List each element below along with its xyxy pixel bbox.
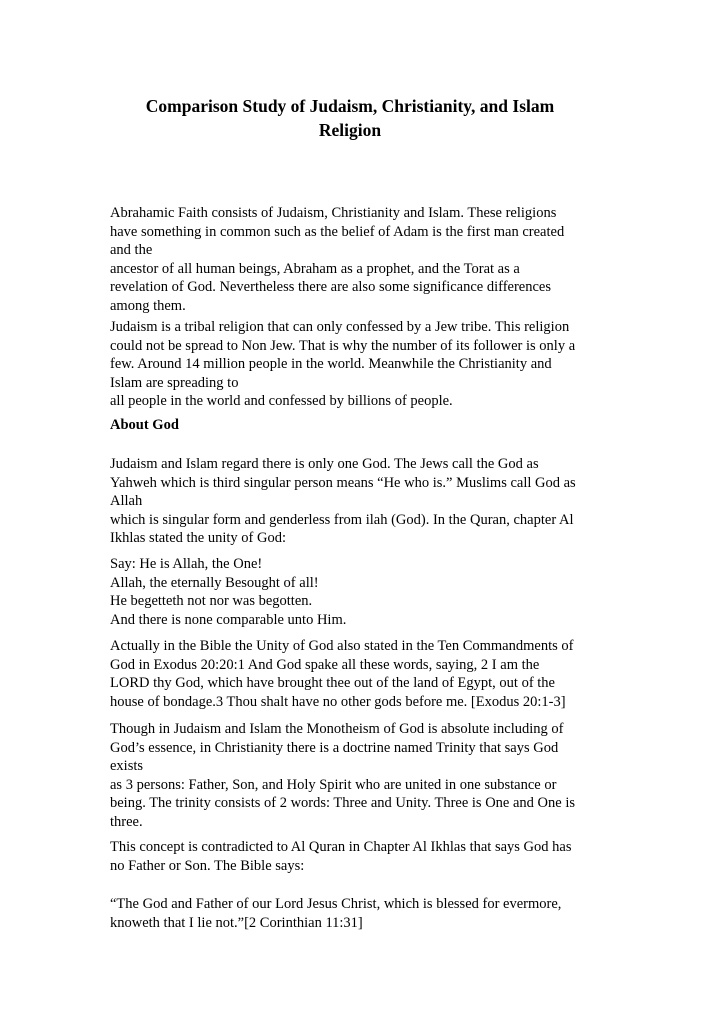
section-heading: About God	[110, 417, 179, 433]
paragraph-judaism	[110, 318, 610, 411]
quote-corinthians	[110, 895, 610, 932]
text-line: Though in Judaism and Islam the Monotheism of God is absolute including of	[110, 721, 564, 737]
text-line: could not be spread to Non Jew. That is why the number of its follower is only a	[110, 337, 576, 354]
text-line: This concept is contradicted to Al Quran in Chapter Al Ikhlas that says God has	[110, 839, 572, 855]
text-line: God in Exodus 20:20:1 And God spake all these words, saying, 2 I am the	[110, 656, 540, 673]
text-line: revelation of God. Nevertheless there are also some significance differences	[110, 279, 551, 296]
text-line: no Father or Son. The Bible says:	[110, 857, 305, 874]
text-line: “The God and Father of our Lord Jesus Christ, which is blessed for evermore,	[110, 896, 562, 912]
text-line: Abrahamic Faith consists of Judaism, Christianity and Islam. These religions	[110, 205, 557, 221]
text-line: three.	[110, 813, 143, 830]
text-line: knoweth that I lie not.”[2 Corinthian 11:31]	[110, 914, 363, 931]
document-title	[100, 94, 600, 142]
text-line: and the	[110, 242, 153, 259]
text-line: being. The trinity consists of 2 words: Three and Unity. Three is One and One is	[110, 795, 575, 812]
text-line: have something in common such as the belief of Adam is the first man created	[110, 223, 565, 240]
text-line: Islam are spreading to	[110, 374, 239, 391]
text-line: He begetteth not nor was begotten.	[110, 593, 313, 610]
text-line: ancestor of all human beings, Abraham as a prophet, and the Torat as a	[110, 260, 520, 277]
text-line: among them.	[110, 297, 186, 314]
paragraph-trinity	[110, 720, 610, 832]
text-line: God’s essence, in Christianity there is a doctrine named Trinity that says God	[110, 739, 559, 756]
title-line: Comparison Study of Judaism, Christianity, and Islam	[145, 96, 555, 116]
text-line: Ikhlas stated the unity of God:	[110, 530, 286, 547]
text-line: Allah, the eternally Besought of all!	[110, 574, 319, 591]
text-line: house of bondage.3 Thou shalt have no other gods before me. [Exodus 20:1-3]	[110, 693, 566, 710]
title-line: Religion	[318, 120, 382, 140]
text-line: Judaism and Islam regard there is only one God. The Jews call the God as	[110, 456, 539, 472]
text-line: exists	[110, 758, 144, 775]
text-line: Yahweh which is third singular person means “He who is.” Muslims call God as	[110, 474, 576, 491]
text-line: Say: He is Allah, the One!	[110, 556, 263, 572]
paragraph-one-god	[110, 455, 610, 548]
paragraph-exodus	[110, 637, 610, 711]
text-line: which is singular form and genderless from ilah (God). In the Quran, chapter Al	[110, 511, 574, 528]
text-line: Judaism is a tribal religion that can only confessed by a Jew tribe. This religion	[110, 319, 570, 335]
paragraph-intro	[110, 204, 610, 316]
text-line: all people in the world and confessed by billions of people.	[110, 393, 453, 410]
text-line: And there is none comparable unto Him.	[110, 611, 347, 628]
text-line: LORD thy God, which have brought thee out of the land of Egypt, out of the	[110, 675, 555, 692]
quote-al-ikhlas	[110, 555, 610, 629]
text-line: few. Around 14 million people in the world. Meanwhile the Christianity and	[110, 356, 552, 373]
text-line: Actually in the Bible the Unity of God also stated in the Ten Commandments of	[110, 638, 574, 654]
text-line: Allah	[110, 493, 143, 510]
paragraph-contradiction	[110, 838, 610, 875]
text-line: as 3 persons: Father, Son, and Holy Spirit who are united in one substance or	[110, 776, 557, 793]
